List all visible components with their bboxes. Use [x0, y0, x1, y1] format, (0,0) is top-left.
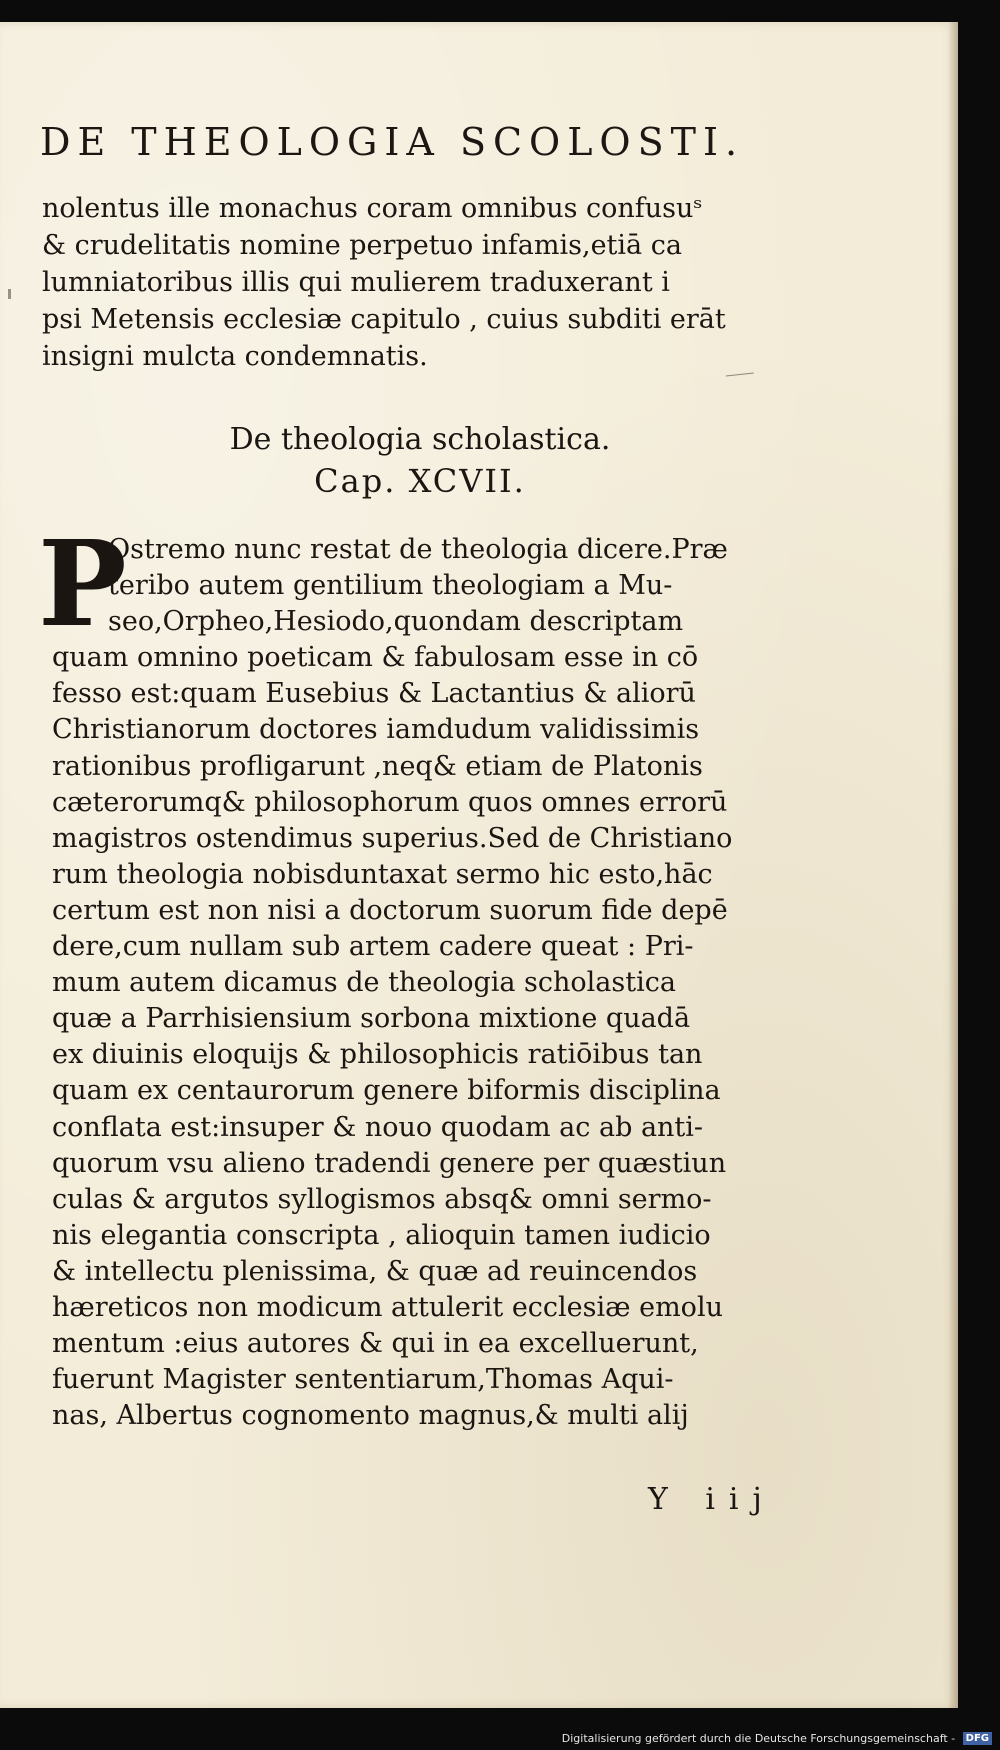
drop-cap-initial: P [38, 514, 127, 653]
text-line: seo,Orpheo,Hesiodo,quondam descriptam [108, 606, 684, 638]
text-line: psi Metensis ecclesiæ capitulo , cuius subditi erāt [42, 304, 726, 335]
text-line: quam omnino poeticam & fabulosam esse in cō [52, 642, 699, 674]
text-line: & crudelitatis nomine perpetuo infamis,etiā ca [42, 230, 682, 261]
text-line: quorum vsu alieno tradendi genere per quæstiun [52, 1147, 727, 1179]
continued-paragraph [42, 190, 822, 375]
text-line: Christianorum doctores iamdudum validissimis [52, 714, 700, 746]
text-line: nas, Albertus cognomento magnus,& multi alij [52, 1400, 689, 1432]
text-line: & intellectu plenissima, & quæ ad reuincendos [52, 1255, 698, 1287]
text-line: mum autem dicamus de theologia scholastica [52, 967, 676, 999]
text-line: Ostremo nunc restat de theologia dicere.Præ [108, 534, 728, 565]
text-line: conflata est:insuper & nouo quodam ac ab anti- [52, 1111, 704, 1143]
text-line: teribo autem gentilium theologiam a Mu- [108, 570, 673, 602]
text-line: lumniatoribus illis qui mulierem traduxerant i [42, 267, 670, 298]
text-line: cæterorumq& philosophorum quos omnes errorū [52, 786, 728, 818]
text-line: hæreticos non modicum attulerit ecclesiæ emolu [52, 1291, 723, 1323]
text-line: fesso est:quam Eusebius & Lactantius & aliorū [52, 678, 696, 710]
text-line: insigni mulcta condemnatis. [42, 341, 428, 372]
running-head: DE THEOLOGIA SCOLOSTI. [40, 120, 745, 164]
text-line: nis elegantia conscripta , alioquin tamen iudicio [52, 1219, 711, 1251]
text-line: mentum :eius autores & qui in ea excelluerunt, [52, 1328, 699, 1360]
text-line: nolentus ille monachus coram omnibus confusuˢ [42, 193, 703, 224]
chapter-number: Cap. XCVII. [314, 462, 526, 500]
page-edge-shadow [948, 22, 958, 1708]
text-line: culas & argutos syllogismos absq& omni sermo- [52, 1183, 712, 1215]
chapter-body [52, 532, 832, 1434]
text-line: fuerunt Magister sententiarum,Thomas Aqui- [52, 1364, 674, 1396]
text-line: certum est non nisi a doctorum suorum fide depē [52, 894, 728, 926]
book-page [0, 22, 958, 1708]
text-line: quam ex centaurorum genere biformis disciplina [52, 1075, 721, 1107]
chapter-title: De theologia scholastica. [229, 422, 611, 457]
text-line: rum theologia nobisduntaxat sermo hic esto,hāc [52, 858, 713, 890]
dfg-logo-icon: DFG [963, 1732, 992, 1745]
margin-mark [8, 289, 11, 299]
text-line: quæ a Parrhisiensium sorbona mixtione quadā [52, 1003, 691, 1035]
digitization-credit [562, 1732, 992, 1746]
text-line: ex diuinis eloquijs & philosophicis ratiōibus tan [52, 1039, 703, 1071]
text-line: rationibus profligarunt ,neq& etiam de Platonis [52, 750, 703, 782]
credit-text: Digitalisierung gefördert durch die Deutsche Forschungsgemeinschaft - [561, 1731, 956, 1745]
signature-mark: Y iij [648, 1482, 776, 1517]
text-line: magistros ostendimus superius.Sed de Christiano [52, 822, 733, 854]
text-line: dere,cum nullam sub artem cadere queat : Pri- [52, 931, 694, 963]
